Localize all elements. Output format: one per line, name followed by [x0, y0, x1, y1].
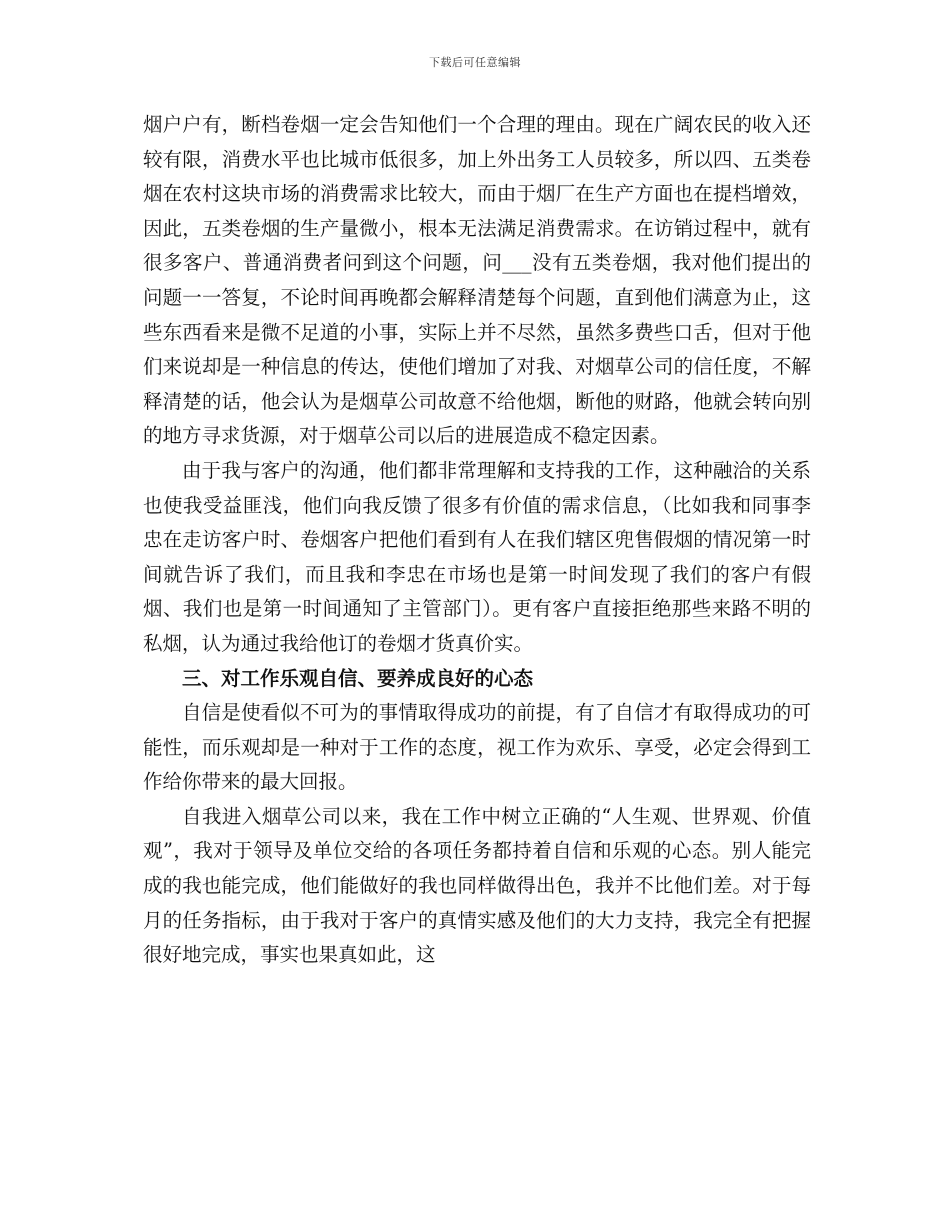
- paragraph-customer-communication: 由于我与客户的沟通，他们都非常理解和支持我的工作，这种融洽的关系也使我受益匪浅，他们向我反馈了很多有价值的需求信息，（比如我和同事李忠在走访客户时、卷烟客户把他们看到有人在我们辖区兜售假烟的情况第一时间就告诉了我们，而且我和李忠在市场也是第一时间发现了我们的客户有假烟、我们也是第一时间通知了主管部门）。更有客户直接拒绝那些来路不明的私烟，认为通过我给他订的卷烟才货真价实。: [143, 458, 811, 655]
- paragraph-confidence: 自信是使看似不可为的事情取得成功的前提，有了自信才有取得成功的可能性，而乐观却是一种对于工作的态度，视工作为欢乐、享受，必定会得到工作给你带来的最大回报。: [143, 701, 811, 794]
- paragraph-continuation: 烟户户有，断档卷烟一定会告知他们一个合理的理由。现在广阔农民的收入还较有限，消费水平也比城市低很多，加上外出务工人员较多，所以四、五类卷烟在农村这块市场的消费需求比较大，而由于烟厂在生产方面也在提档增效，因此，五类卷烟的生产量微小，根本无法满足消费需求。在访销过程中，就有很多客户、普通消费者问到这个问题，问___没有五类卷烟，我对他们提出的问题一一答复，不论时间再晚都会解释清楚每个问题，直到他们满意为止，这些东西看来是微不足道的小事，实际上并不尽然，虽然多费些口舌，但对于他们来说却是一种信息的传达，使他们增加了对我、对烟草公司的信任度，不解释清楚的话，他会认为是烟草公司故意不给他烟，断他的财路，他就会转向别的地方寻求货源，对于烟草公司以后的进展造成不稳定因素。: [143, 113, 811, 448]
- page-header-note: 下载后可任意编辑: [429, 56, 521, 69]
- document-body: [143, 108, 811, 973]
- paragraph-work-attitude: 自我进入烟草公司以来，我在工作中树立正确的“人生观、世界观、价值观”，我对于领导及单位交给的各项任务都持着自信和乐观的心态。别人能完成的我也能完成，他们能做好的我也同样做得出色，我并不比他们差。对于每月的任务指标，由于我对于客户的真情实感及他们的大力支持，我完全有把握很好地完成，事实也果真如此，这: [143, 804, 811, 967]
- section-heading: 三、对工作乐观自信、要养成良好的心态: [182, 666, 534, 690]
